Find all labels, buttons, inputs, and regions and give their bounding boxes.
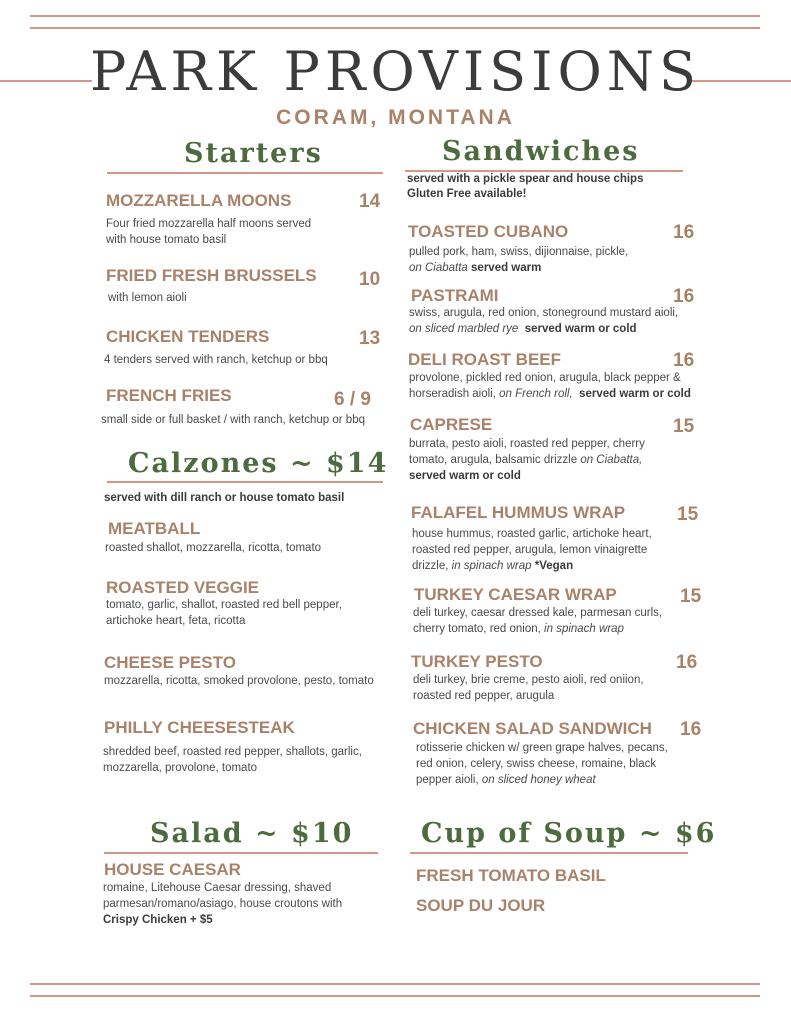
- starter-item-desc: 4 tenders served with ranch, ketchup or bbq: [104, 354, 328, 366]
- calzone-item-name: ROASTED VEGGIE: [106, 578, 260, 597]
- sandwich-desc-text: deli turkey, caesar dressed kale, parmesan curls, cherry tomato, red onion,: [413, 607, 663, 635]
- calzones-note: served with dill ranch or house tomato basil: [104, 492, 345, 504]
- sandwich-desc-text: house hummus, roasted garlic, artichoke heart, roasted red pepper, arugula, lemon vinaigrette drizzle,: [412, 528, 652, 572]
- starter-item-name: MOZZARELLA MOONS: [106, 191, 292, 210]
- sandwich-item-name: TURKEY CAESAR WRAP: [414, 585, 617, 604]
- sandwich-item-price: 15: [677, 504, 699, 525]
- sandwich-serve: served warm or cold: [579, 388, 691, 400]
- sandwich-item-desc: [409, 305, 694, 337]
- sandwich-serve: served warm: [471, 262, 542, 274]
- salad-addon-prefix: with: [321, 898, 343, 910]
- sandwich-item-name: CHICKEN SALAD SANDWICH: [413, 719, 652, 738]
- sandwich-bread: on sliced honey wheat: [481, 774, 596, 786]
- sandwiches-heading: Sandwiches: [442, 136, 640, 167]
- sandwiches-gluten-free-note: Gluten Free available!: [407, 188, 527, 200]
- sandwich-item-name: CAPRESE: [410, 415, 493, 434]
- location-subtitle: CORAM, MONTANA: [276, 106, 515, 129]
- calzone-item-name: MEATBALL: [108, 519, 201, 538]
- starter-item-price: 6 / 9: [334, 389, 371, 410]
- salad-item-desc-text: romaine, Litehouse Caesar dressing, shaved parmesan/romano/asiago, house croutons: [103, 882, 332, 910]
- sandwich-bread: on Ciabatta,: [580, 454, 643, 466]
- starters-heading: Starters: [184, 138, 323, 169]
- soup-heading: Cup of Soup ~ $6: [421, 818, 717, 849]
- sandwich-item-price: 15: [680, 586, 702, 607]
- sandwich-serve: served warm or cold: [524, 323, 637, 335]
- sandwich-item-price: 16: [676, 652, 698, 673]
- sandwich-item-desc: deli turkey, brie creme, pesto aioli, red oniion, roasted red pepper, arugula: [413, 674, 644, 702]
- sandwich-bread: in spinach wrap: [544, 623, 624, 635]
- starter-item-price: 13: [359, 328, 381, 349]
- calzone-item-desc: mozzarella, ricotta, smoked provolone, pesto, tomato: [104, 675, 374, 687]
- sandwich-desc-text: burrata, pesto aioli, roasted red pepper, cherry tomato, arugula, balsamic drizzle: [409, 438, 645, 466]
- calzone-item-name: CHEESE PESTO: [104, 653, 236, 672]
- bottom-rule-2: [30, 995, 760, 997]
- starter-item-desc: with lemon aioli: [108, 292, 187, 304]
- starter-item-name: FRENCH FRIES: [106, 386, 232, 405]
- calzone-item-desc: shredded beef, roasted red pepper, shallots, garlic, mozzarella, provolone, tomato: [103, 746, 362, 774]
- top-rule-1: [30, 15, 760, 17]
- sandwich-serve: served warm or cold: [409, 470, 521, 482]
- sandwich-item-name: TOASTED CUBANO: [408, 222, 569, 241]
- sandwich-item-name: PASTRAMI: [411, 286, 499, 305]
- sandwich-item-price: 16: [673, 286, 695, 307]
- salad-addon: Crispy Chicken + $5: [103, 914, 213, 926]
- sandwich-desc-text: swiss, arugula, red onion, stoneground mustard aioli,: [409, 307, 679, 319]
- soup-underline: [410, 852, 688, 854]
- starter-item-desc: small side or full basket / with ranch, ketchup or bbq: [101, 414, 365, 426]
- sandwich-bread: on sliced marbled rye: [409, 323, 519, 335]
- salad-underline: [104, 852, 378, 854]
- sandwich-item-price: 16: [673, 222, 695, 243]
- sandwich-item-name: TURKEY PESTO: [411, 652, 543, 671]
- starter-item-name: FRIED FRESH BRUSSELS: [106, 266, 317, 285]
- salad-heading: Salad ~ $10: [150, 818, 354, 849]
- page-title: PARK PROVISIONS: [89, 40, 702, 103]
- sandwich-bread: on Ciabatta: [409, 262, 468, 274]
- starter-item-desc: Four fried mozzarella half moons served with house tomato basil: [106, 218, 312, 246]
- sandwich-serve: *Vegan: [534, 560, 574, 572]
- sandwich-item-price: 16: [673, 350, 695, 371]
- soup-item-name: SOUP DU JOUR: [416, 896, 546, 915]
- sandwich-item-price: 15: [673, 416, 695, 437]
- sandwiches-note: served with a pickle spear and house chips: [407, 173, 644, 185]
- sandwich-item-name: DELI ROAST BEEF: [408, 350, 562, 369]
- sandwich-item-price: 16: [680, 719, 702, 740]
- sandwich-item-desc: [413, 605, 668, 637]
- calzones-heading: Calzones ~ $14: [128, 448, 389, 479]
- sandwich-item-desc: [416, 740, 684, 788]
- soup-item-name: FRESH TOMATO BASIL: [416, 866, 606, 885]
- sandwich-bread: in spinach wrap: [451, 560, 532, 572]
- sandwich-item-desc: [412, 526, 667, 574]
- sandwich-desc-text: pulled pork, ham, swiss, dijionnaise, pickle,: [409, 246, 629, 258]
- sandwich-desc-text: provolone, pickled red onion, arugula, black pepper & horseradish aioli,: [409, 372, 681, 400]
- starter-item-price: 14: [359, 191, 381, 212]
- calzone-item-desc: roasted shallot, mozzarella, ricotta, tomato: [105, 542, 322, 554]
- sandwich-bread: on French roll,: [499, 388, 573, 400]
- calzones-underline: [107, 481, 383, 483]
- bottom-rule-1: [30, 983, 760, 985]
- sandwich-item-desc: [409, 370, 699, 402]
- salad-item-desc: [103, 880, 343, 928]
- sandwich-item-desc: [409, 436, 664, 484]
- starter-item-price: 10: [359, 269, 381, 290]
- top-rule-2: [30, 27, 760, 29]
- calzone-item-name: PHILLY CHEESESTEAK: [104, 718, 295, 737]
- sandwich-desc-text: rotisserie chicken w/ green grape halves, pecans, red onion, celery, swiss cheese, romaine, black pepper aioli,: [416, 742, 668, 786]
- sandwich-item-name: FALAFEL HUMMUS WRAP: [411, 503, 626, 522]
- starter-item-name: CHICKEN TENDERS: [106, 327, 270, 346]
- calzone-item-desc: tomato, garlic, shallot, roasted red bell pepper, artichoke heart, feta, ricotta: [106, 599, 342, 627]
- starters-underline: [107, 172, 383, 174]
- sandwich-item-desc: [409, 244, 679, 276]
- salad-item-name: HOUSE CAESAR: [104, 860, 241, 879]
